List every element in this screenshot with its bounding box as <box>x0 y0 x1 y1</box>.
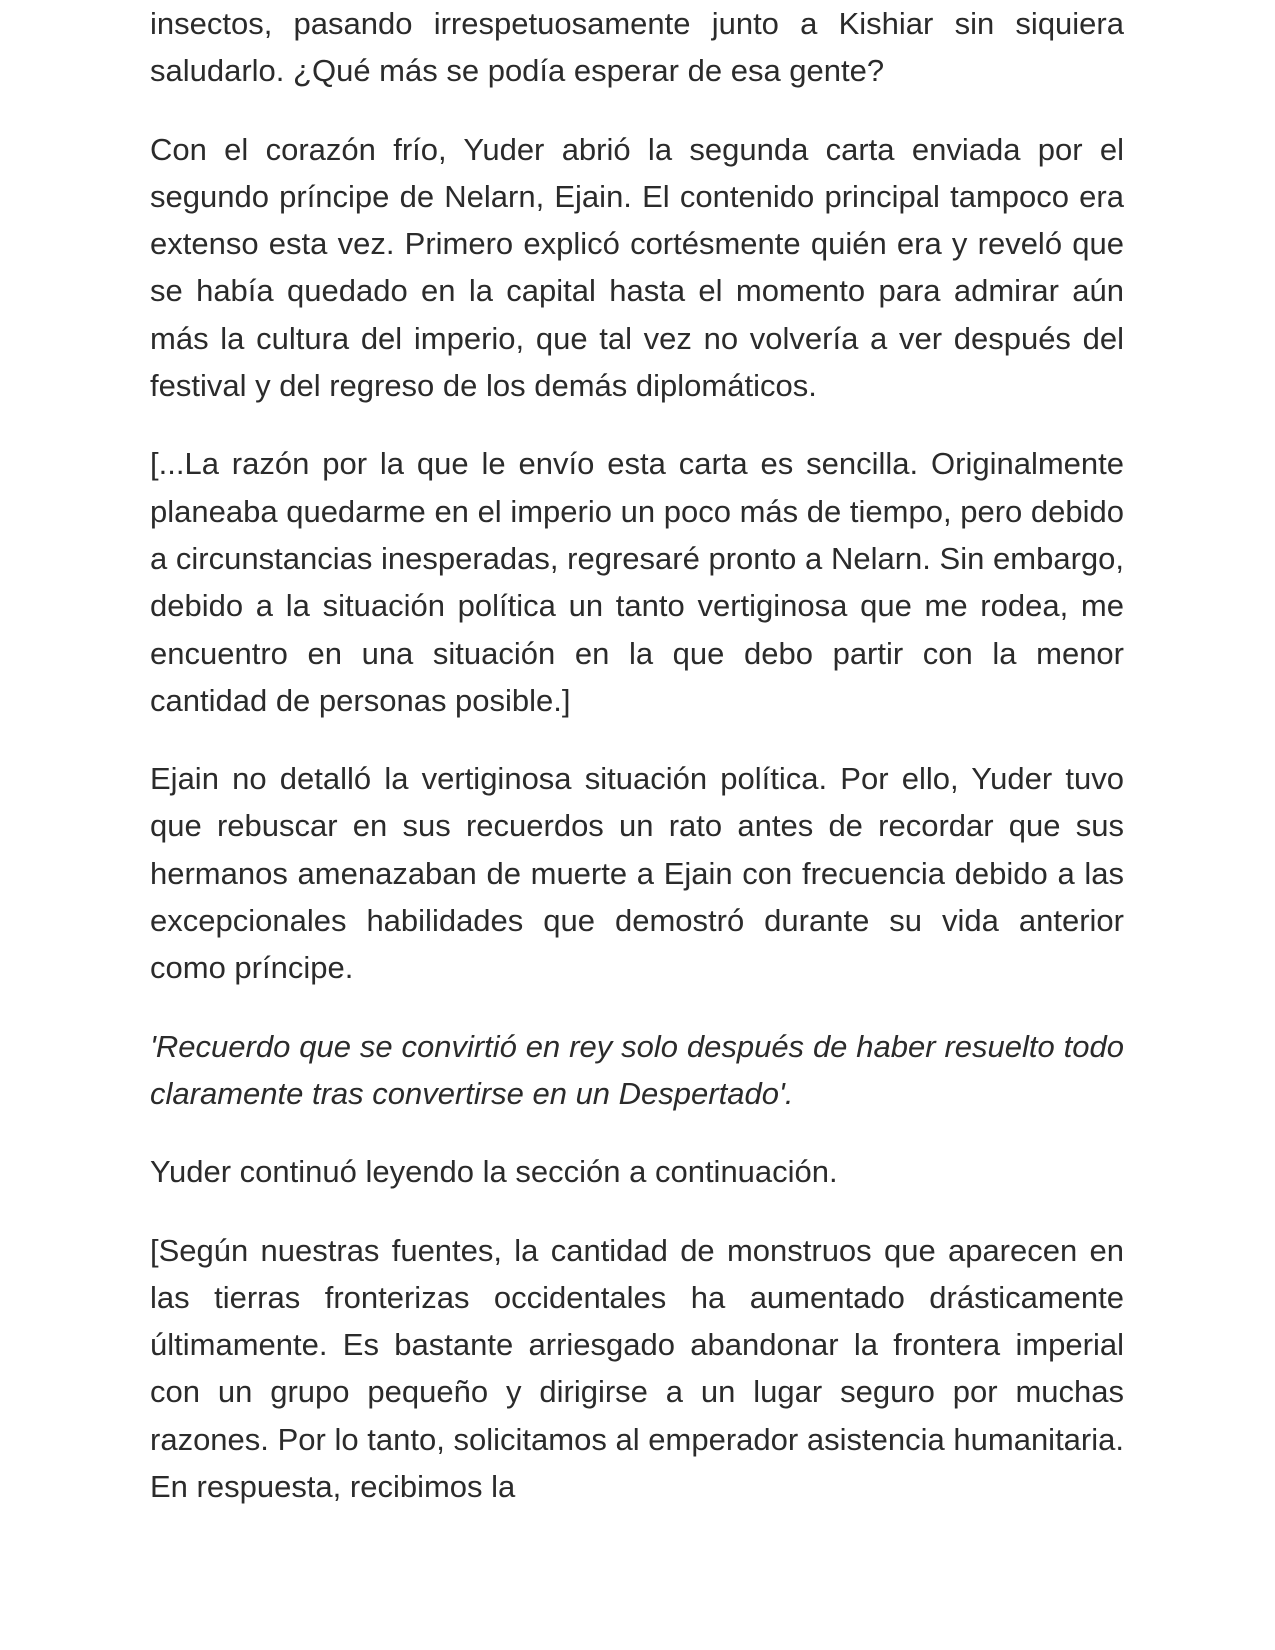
italic-paragraph: 'Recuerdo que se convirtió en rey solo después de haber resuelto todo claramente tras convertirse en un Despertado'. <box>150 1028 1124 1111</box>
paragraph: [Según nuestras fuentes, la cantidad de monstruos que aparecen en las tierras fronterizas occidentales ha aumentado drásticamente últimamente. Es bastante arriesgado abandonar la frontera imperial con un grupo pequeño y dirigirse a un lugar seguro por muchas razones. Por lo tanto, solicitamos al emperador asistencia humanitaria. En respuesta, recibimos la <box>150 1232 1124 1505</box>
paragraph: Ejain no detalló la vertiginosa situación política. Por ello, Yuder tuvo que rebuscar en sus recuerdos un rato antes de recordar que sus hermanos amenazaban de muerte a Ejain con frecuencia debido a las excepcionales habilidades que demostró durante su vida anterior como príncipe. <box>150 761 1124 986</box>
paragraph: Con el corazón frío, Yuder abrió la segunda carta enviada por el segundo príncipe de Nelarn, Ejain. El contenido principal tampoco era extenso esta vez. Primero explicó cortésmente quién era y reveló que se había quedado en la capital hasta el momento para admirar aún más la cultura del imperio, que tal vez no volvería a ver después del festival y del regreso de los demás diplomáticos. <box>150 131 1124 404</box>
document-page <box>150 0 1124 1510</box>
paragraph: Yuder continuó leyendo la sección a continuación. <box>150 1154 838 1190</box>
paragraph: [...La razón por la que le envío esta carta es sencilla. Originalmente planeaba quedarme en el imperio un poco más de tiempo, pero debido a circunstancias inesperadas, regresaré pronto a Nelarn. Sin embargo, debido a la situación política un tanto vertiginosa que me rodea, me encuentro en una situación en la que debo partir con la menor cantidad de personas posible.] <box>150 446 1124 718</box>
paragraph: insectos, pasando irrespetuosamente junto a Kishiar sin siquiera saludarlo. ¿Qué más se podía esperar de esa gente? <box>150 6 1124 89</box>
